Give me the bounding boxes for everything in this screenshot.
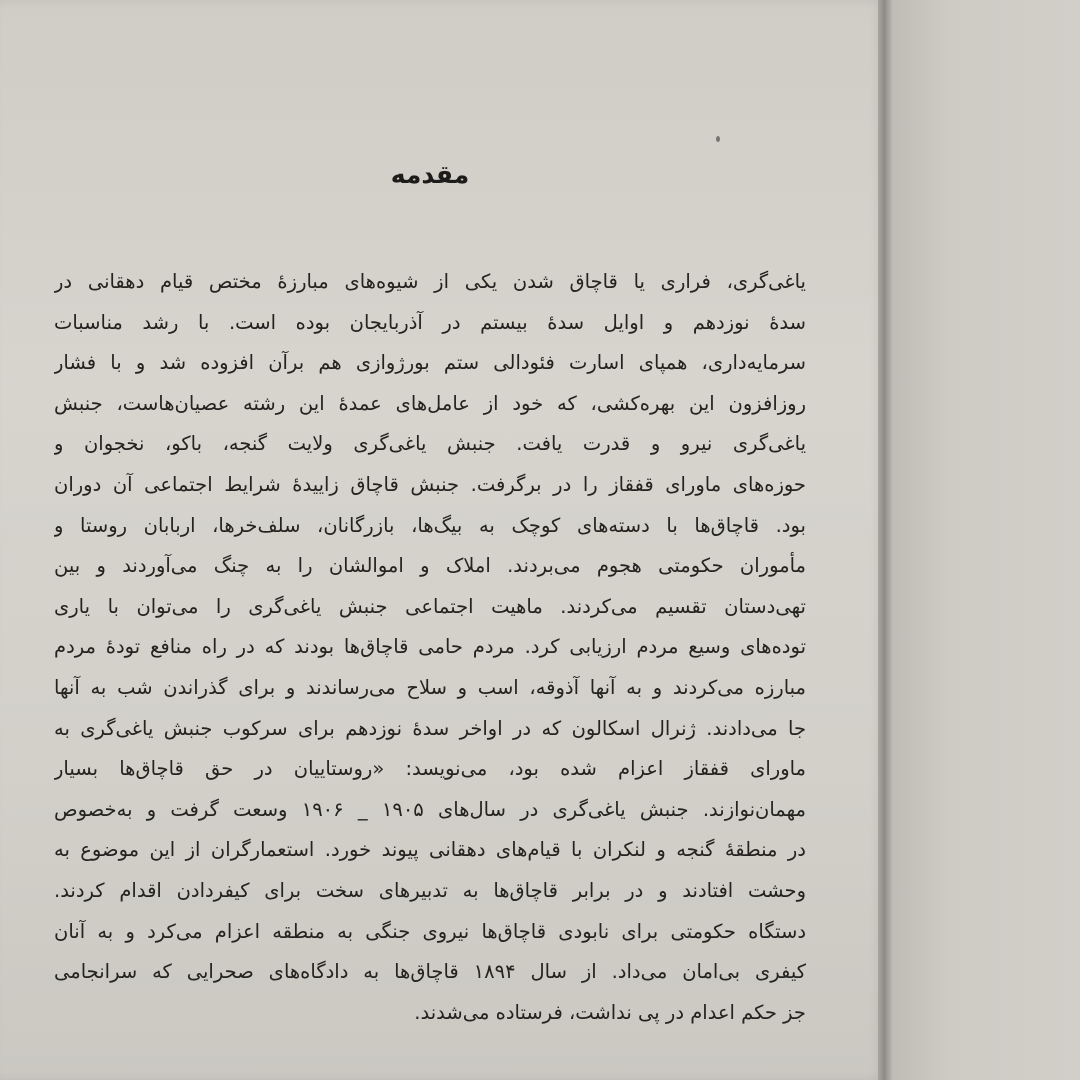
book-gutter	[878, 0, 892, 1080]
facing-page	[892, 0, 1080, 1080]
text-line: کیفری بی‌امان می‌داد. از سال ۱۸۹۴ قاچاق‌ها به دادگاه‌های صحرایی که سرانجامی	[54, 960, 806, 984]
text-line: تهی‌دستان تقسیم می‌کردند. ماهیت اجتماعی جنبش یاغی‌گری را می‌توان با یاری	[54, 594, 806, 618]
chapter-title: مقدمه	[390, 160, 470, 189]
text-line: توده‌های وسیع مردم ارزیابی کرد. مردم حامی قاچاق‌ها بودند که در راه منافع تودهٔ مردم	[54, 635, 806, 659]
text-line: در منطقهٔ گنجه و لنکران با قیام‌های دهقانی پیوند خورد. استعمارگران از این موضوع به	[54, 838, 806, 862]
text-line: سدهٔ نوزدهم و اوایل سدهٔ بیستم در آذربایجان بوده است. با رشد مناسبات	[54, 310, 806, 334]
text-line: یاغی‌گری، فراری یا قاچاق شدن یکی از شیوه‌های مبارزهٔ مختص قیام دهقانی در	[54, 270, 806, 293]
text-line: روزافزون این بهره‌کشی، که خود از عامل‌های عمدهٔ این رشته عصیان‌هاست، جنبش	[54, 391, 806, 415]
text-line: ماورای قفقاز اعزام شده بود، می‌نویسد: «روستاییان در حق قاچاق‌ها بسیار	[54, 757, 806, 781]
text-line: سرمایه‌داری، همپای اسارت فئودالی ستم بورژوازی هم برآن افزوده شد و با فشار	[54, 351, 806, 375]
text-line: مهمان‌نوازند. جنبش یاغی‌گری در سال‌های ۱۹۰۵ _ ۱۹۰۶ وسعت گرفت و به‌خصوص	[54, 797, 806, 821]
text-line: یاغی‌گری نیرو و قدرت یافت. جنبش یاغی‌گری ولایت گنجه، باکو، نخجوان و	[54, 432, 806, 456]
text-line: بود. قاچاق‌ها با دسته‌های کوچک به بیگ‌ها، بازرگانان، سلف‌خرها، اربابان روستا و	[54, 513, 806, 537]
text-line: وحشت افتادند و در برابر قاچاق‌ها به تدبیرهای سخت برای کیفردادن اقدام کردند.	[54, 878, 806, 902]
ink-speck	[716, 136, 720, 142]
text-line: جز حکم اعدام در پی نداشت، فرستاده می‌شدند.	[414, 1000, 806, 1024]
text-line: مأموران حکومتی هجوم می‌بردند. املاک و اموالشان را به چنگ می‌آوردند و بین	[54, 554, 806, 578]
text-line: جا می‌دادند. ژنرال اسکالون که در اواخر سدهٔ نوزدهم برای سرکوب جنبش یاغی‌گری به	[54, 716, 806, 740]
text-line: دستگاه حکومتی برای نابودی قاچاق‌ها نیروی جنگی به منطقه اعزام می‌کرد و به آنان	[54, 919, 806, 943]
body-text	[54, 262, 806, 1080]
text-line: حوزه‌های ماورای قفقاز را در برگرفت. جنبش قاچاق زاییدهٔ شرایط اجتماعی آن دوران	[54, 472, 806, 496]
text-line: مبارزه می‌کردند و به آنها آذوقه، اسب و سلاح می‌رساندند و برای گذراندن شب به آنها	[54, 675, 806, 699]
